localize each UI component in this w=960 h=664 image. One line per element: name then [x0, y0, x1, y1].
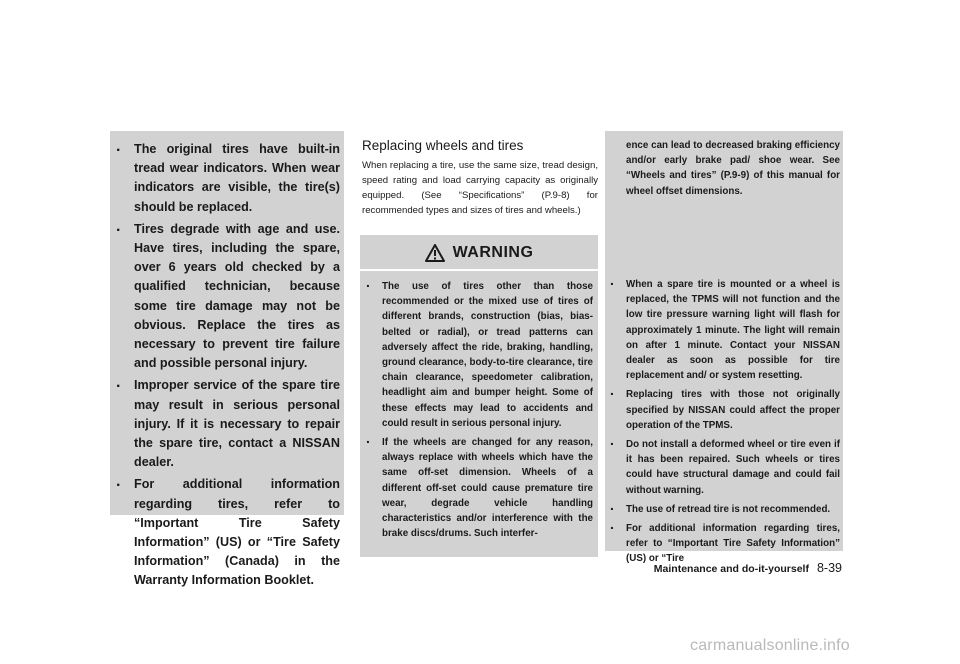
watermark: carmanualsonline.info	[690, 637, 850, 654]
section-heading: Replacing wheels and tires	[362, 138, 524, 153]
list-item: . The use of tires other than those recommended or the mixed use of tires of different brands, construction (bias, bias-belted or radial), or tread patterns can adversely affect the ride, braking, handling, ground clearance, body-to-tire clearance, tire chain clearance, speedometer calibration, headlight aim and bumper height. Some of these effects may lead to accidents and could result in serious personal injury.	[362, 279, 593, 431]
list-item: . Improper service of the spare tire may result in serious personal injury. If it is necessary to repair the spare tire, contact a NISSAN dealer.	[112, 376, 340, 472]
warning-bullet-list	[362, 279, 593, 545]
warning-label: WARNING	[452, 244, 534, 261]
list-item: . The original tires have built-in tread wear indicators. When wear indicators are visible, the tire(s) should be replaced.	[112, 140, 340, 217]
section-intro: When replacing a tire, use the same size, tread design, speed rating and load carrying capacity as originally equipped. (See “Specifications” (P.9-8) for recommended types and sizes of tires and wheels.)	[362, 160, 598, 216]
list-item: . The use of retread tire is not recommended.	[606, 502, 840, 517]
page-number: 8-39	[816, 561, 842, 575]
left-bullet-list	[112, 140, 340, 594]
warning-divider	[360, 269, 598, 271]
footer-section-title: Maintenance and do-it-yourself	[653, 563, 809, 575]
list-item: . For additional information regarding tires, refer to “Important Tire Safety Information” (US) or “Tire	[606, 521, 840, 567]
list-item: . For additional information regarding tires, refer to “Important Tire Safety Information” (US) or “Tire Safety Information” (Canada) in the Warranty Information Booklet.	[112, 475, 340, 590]
warning-triangle-icon	[425, 244, 445, 262]
right-bullet-list	[606, 277, 840, 571]
list-item: . If the wheels are changed for any reason, always replace with wheels which have the same off-set dimension. Wheels of a different off-set could cause premature tire wear, degrade vehicle handling characteristics and/or interference with the brake discs/drums. Such interfer-	[362, 435, 593, 541]
list-item: . Tires degrade with age and use. Have tires, including the spare, over 6 years old checked by a qualified technician, because some tire damage may not be obvious. Replace the tires as necessary to prevent tire failure and possible personal injury.	[112, 220, 340, 374]
list-item: . Do not install a deformed wheel or tire even if it has been repaired. Such wheels or tires could have structural damage and could fail without warning.	[606, 437, 840, 498]
page-footer	[610, 561, 842, 575]
warning-header	[360, 240, 598, 266]
list-item: . Replacing tires with those not originally specified by NISSAN could affect the proper operation of the TPMS.	[606, 387, 840, 433]
warning-continuation-text: ence can lead to decreased braking efficiency and/or early brake pad/ shoe wear. See “Wheels and tires” (P.9-9) of this manual for wheel offset dimensions.	[626, 140, 840, 197]
list-item: . When a spare tire is mounted or a wheel is replaced, the TPMS will not function and the low tire pressure warning light will flash for approximately 1 minute. The light will remain on after 1 minute. Contact your NISSAN dealer as soon as possible for tire replacement and/ or system resetting.	[606, 277, 840, 383]
